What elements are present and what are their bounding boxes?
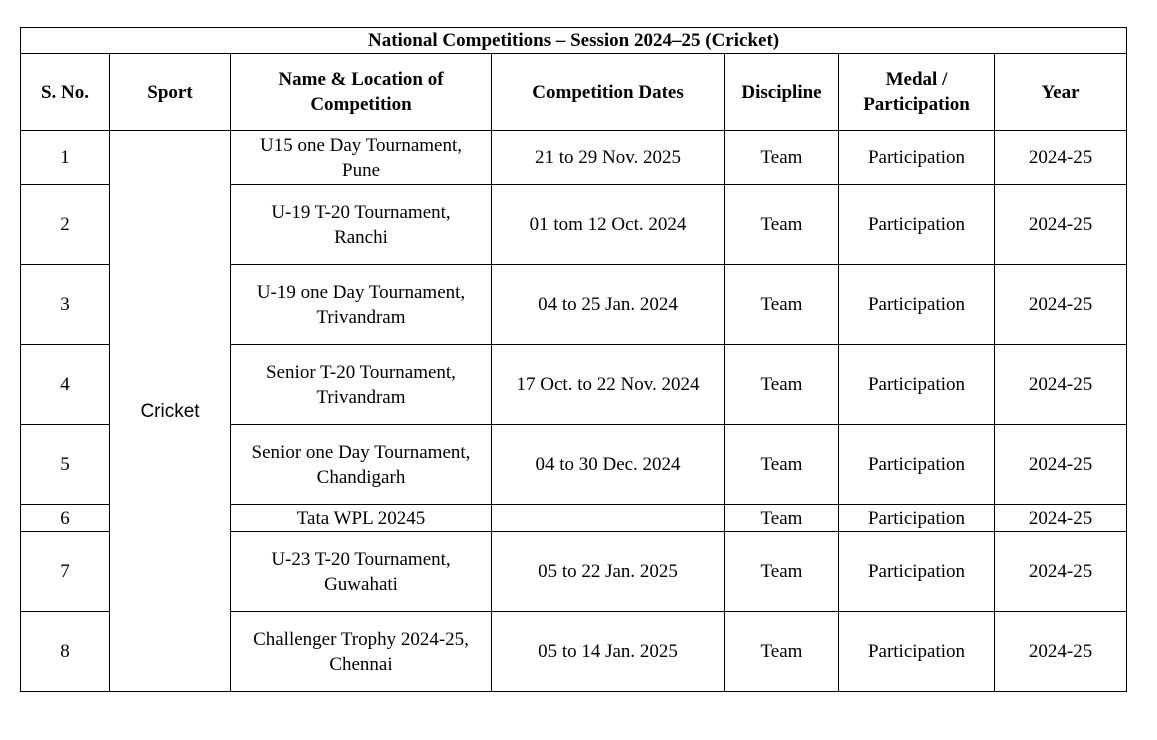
cell-year: 2024-25 bbox=[995, 185, 1127, 265]
cell-sno: 8 bbox=[21, 612, 110, 692]
cell-name bbox=[231, 612, 492, 692]
cell-discipline: Team bbox=[725, 131, 839, 185]
cell-name-line2: Trivandram bbox=[316, 306, 406, 328]
cell-medal: Participation bbox=[839, 532, 995, 612]
cell-discipline: Team bbox=[725, 345, 839, 425]
cell-name-line1: U-19 T-20 Tournament, bbox=[271, 201, 451, 223]
cell-sno: 3 bbox=[21, 265, 110, 345]
cell-discipline: Team bbox=[725, 612, 839, 692]
cell-name bbox=[231, 425, 492, 505]
cell-dates: 21 to 29 Nov. 2025 bbox=[492, 131, 725, 185]
cell-discipline: Team bbox=[725, 425, 839, 505]
cell-sno: 6 bbox=[21, 505, 110, 532]
cell-year: 2024-25 bbox=[995, 265, 1127, 345]
header-sno: S. No. bbox=[21, 54, 110, 131]
cell-discipline: Team bbox=[725, 532, 839, 612]
cell-name bbox=[231, 131, 492, 185]
cell-year: 2024-25 bbox=[995, 505, 1127, 532]
cell-medal: Participation bbox=[839, 345, 995, 425]
cell-name-line1: U-19 one Day Tournament, bbox=[256, 281, 466, 303]
cell-name-line1: U-23 T-20 Tournament, bbox=[271, 548, 451, 570]
cell-name: Tata WPL 20245 bbox=[231, 505, 492, 532]
cell-name-line2: Ranchi bbox=[334, 226, 388, 248]
header-medal-line1: Medal / bbox=[885, 69, 948, 90]
cell-year: 2024-25 bbox=[995, 131, 1127, 185]
competitions-table bbox=[20, 27, 1127, 692]
cell-dates: 05 to 14 Jan. 2025 bbox=[492, 612, 725, 692]
cell-name-line1: U15 one Day Tournament, bbox=[260, 134, 462, 156]
header-name-line2: Competition bbox=[310, 94, 412, 115]
cell-year: 2024-25 bbox=[995, 612, 1127, 692]
cell-dates bbox=[492, 505, 725, 532]
cell-name-line1: Senior one Day Tournament, bbox=[251, 441, 471, 463]
cell-name-line1: Senior T-20 Tournament, bbox=[266, 361, 456, 383]
cell-sport: Cricket bbox=[110, 131, 231, 692]
cell-name-line2: Guwahati bbox=[324, 573, 398, 595]
cell-sno: 4 bbox=[21, 345, 110, 425]
cell-year: 2024-25 bbox=[995, 345, 1127, 425]
cell-discipline: Team bbox=[725, 185, 839, 265]
cell-year: 2024-25 bbox=[995, 425, 1127, 505]
cell-sno: 2 bbox=[21, 185, 110, 265]
cell-medal: Participation bbox=[839, 612, 995, 692]
cell-name bbox=[231, 185, 492, 265]
cell-discipline: Team bbox=[725, 505, 839, 532]
header-name-location bbox=[231, 54, 492, 131]
cell-dates: 04 to 25 Jan. 2024 bbox=[492, 265, 725, 345]
cell-dates: 05 to 22 Jan. 2025 bbox=[492, 532, 725, 612]
cell-dates: 01 tom 12 Oct. 2024 bbox=[492, 185, 725, 265]
cell-sno: 7 bbox=[21, 532, 110, 612]
cell-dates: 17 Oct. to 22 Nov. 2024 bbox=[492, 345, 725, 425]
cell-discipline: Team bbox=[725, 265, 839, 345]
table-row bbox=[21, 131, 1127, 185]
cell-year: 2024-25 bbox=[995, 532, 1127, 612]
cell-sno: 5 bbox=[21, 425, 110, 505]
cell-name-line2: Chennai bbox=[329, 653, 393, 675]
cell-dates: 04 to 30 Dec. 2024 bbox=[492, 425, 725, 505]
header-medal bbox=[839, 54, 995, 131]
table-title-row bbox=[21, 28, 1127, 54]
cell-medal: Participation bbox=[839, 185, 995, 265]
header-discipline: Discipline bbox=[725, 54, 839, 131]
header-medal-line2: Participation bbox=[863, 94, 970, 115]
header-year: Year bbox=[995, 54, 1127, 131]
cell-medal: Participation bbox=[839, 131, 995, 185]
cell-name-line2: Trivandram bbox=[316, 386, 406, 408]
cell-medal: Participation bbox=[839, 265, 995, 345]
header-name-line1: Name & Location of bbox=[278, 69, 444, 90]
cell-name bbox=[231, 265, 492, 345]
header-dates: Competition Dates bbox=[492, 54, 725, 131]
cell-sno: 1 bbox=[21, 131, 110, 185]
table-header-row bbox=[21, 54, 1127, 131]
cell-name bbox=[231, 532, 492, 612]
cell-name-line2: Chandigarh bbox=[316, 466, 406, 488]
cell-name-line2: Pune bbox=[342, 159, 380, 181]
cell-medal: Participation bbox=[839, 505, 995, 532]
cell-medal: Participation bbox=[839, 425, 995, 505]
cell-name-line1: Challenger Trophy 2024-25, bbox=[253, 628, 469, 650]
table-title: National Competitions – Session 2024–25 (Cricket) bbox=[21, 28, 1127, 54]
cell-name bbox=[231, 345, 492, 425]
header-sport: Sport bbox=[110, 54, 231, 131]
